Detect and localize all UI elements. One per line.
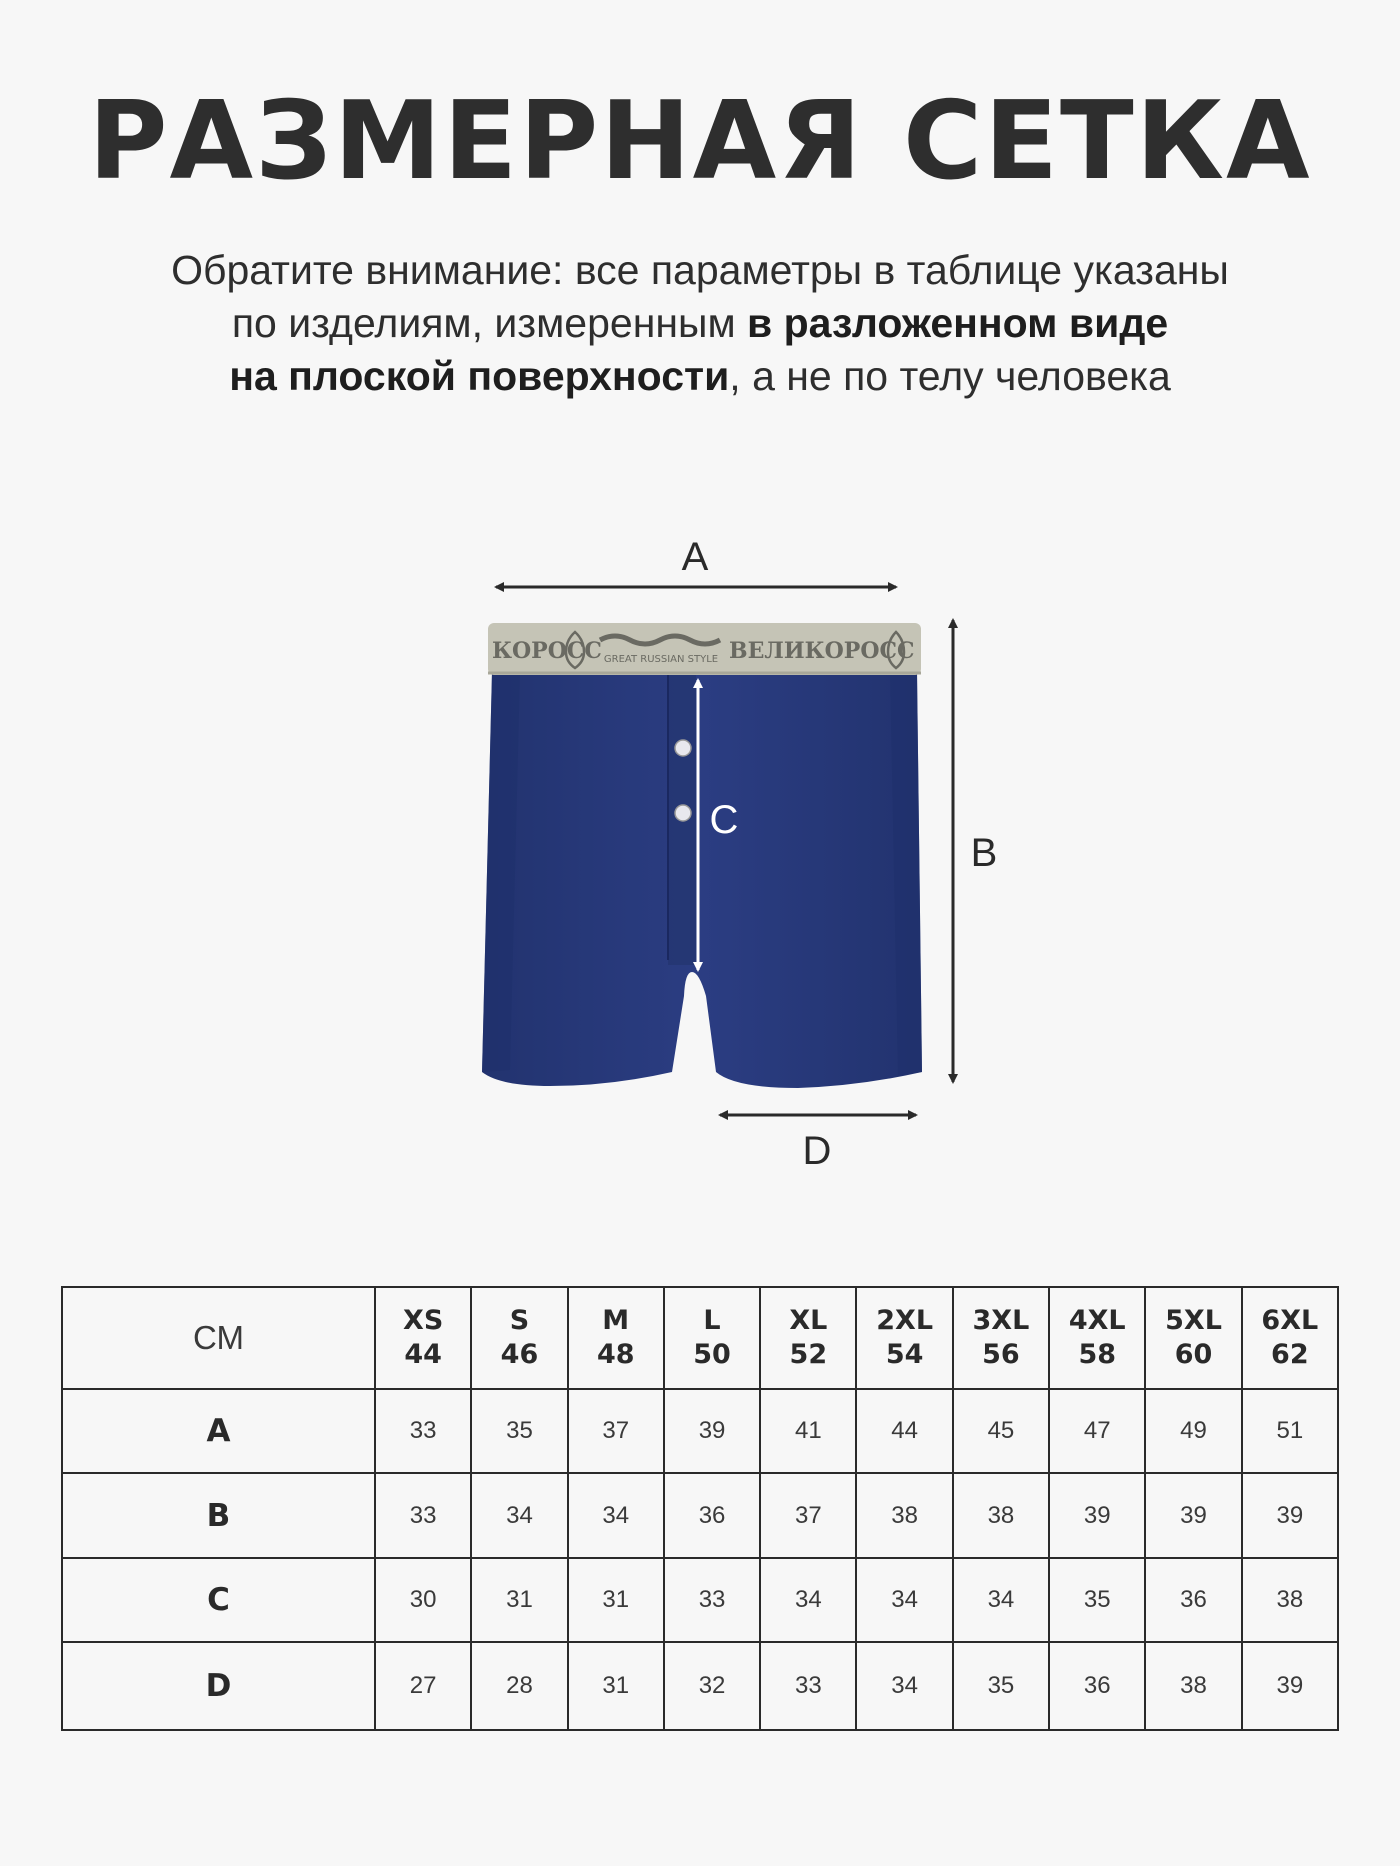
table-cell: 37	[760, 1473, 856, 1558]
table-cell: 33	[760, 1642, 856, 1730]
size-letter: 3XL	[972, 1305, 1030, 1336]
row-label: C	[62, 1558, 375, 1642]
waistband-brand: ВЕЛИКОРОСС	[729, 638, 915, 664]
table-cell: 34	[856, 1558, 952, 1642]
table-cell: 37	[568, 1389, 664, 1473]
row-label: A	[62, 1389, 375, 1473]
table-cell: 38	[1145, 1642, 1241, 1730]
button-icon	[675, 805, 691, 821]
table-cell: 33	[375, 1389, 471, 1473]
size-letter: S	[509, 1305, 530, 1336]
size-header	[856, 1287, 952, 1389]
table-cell: 39	[1242, 1642, 1338, 1730]
measurement-diagram	[0, 520, 1400, 1180]
table-cell: 31	[568, 1642, 664, 1730]
size-letter: 4XL	[1068, 1305, 1126, 1336]
row-label: B	[62, 1473, 375, 1558]
table-cell: 33	[664, 1558, 760, 1642]
dimension-b-label: B	[970, 831, 998, 875]
table-cell: 36	[1049, 1642, 1145, 1730]
size-number: 56	[982, 1339, 1020, 1370]
size-chart-table	[61, 1286, 1339, 1731]
waistband-text-left: КОРОСС	[492, 638, 602, 664]
size-number: 62	[1271, 1339, 1309, 1370]
button-icon	[675, 740, 691, 756]
table-cell: 31	[471, 1558, 567, 1642]
size-header	[760, 1287, 856, 1389]
size-header	[375, 1287, 471, 1389]
table-cell: 32	[664, 1642, 760, 1730]
table-cell: 28	[471, 1642, 567, 1730]
row-label: D	[62, 1642, 375, 1730]
table-cell: 31	[568, 1558, 664, 1642]
size-header	[1242, 1287, 1338, 1389]
size-letter: XS	[403, 1305, 444, 1336]
size-header	[471, 1287, 567, 1389]
dimension-d-label: D	[802, 1129, 832, 1173]
note-line-3-normal: , а не по телу человека	[729, 353, 1171, 399]
size-number: 60	[1174, 1339, 1213, 1370]
table-cell: 38	[1242, 1558, 1338, 1642]
table-cell: 44	[856, 1389, 952, 1473]
size-letter: M	[602, 1305, 630, 1336]
size-letter: XL	[789, 1305, 828, 1336]
note-line-3	[0, 350, 1400, 403]
table-row-b	[62, 1473, 1338, 1558]
table-cell: 39	[664, 1389, 760, 1473]
table-cell: 34	[568, 1473, 664, 1558]
table-cell: 34	[953, 1558, 1049, 1642]
table-cell: 38	[953, 1473, 1049, 1558]
table-cell: 41	[760, 1389, 856, 1473]
shorts-body	[482, 672, 922, 1088]
size-number: 58	[1078, 1339, 1117, 1370]
unit-header: СМ	[62, 1287, 375, 1389]
size-header	[1049, 1287, 1145, 1389]
table-cell: 51	[1242, 1389, 1338, 1473]
table-cell: 47	[1049, 1389, 1145, 1473]
size-header	[568, 1287, 664, 1389]
size-header-row	[62, 1287, 1338, 1389]
table-cell: 35	[471, 1389, 567, 1473]
size-number: 46	[500, 1339, 539, 1370]
page-title: РАЗМЕРНАЯ СЕТКА	[88, 79, 1312, 204]
table-cell: 39	[1049, 1473, 1145, 1558]
table-row-d	[62, 1642, 1338, 1730]
table-cell: 35	[953, 1642, 1049, 1730]
note-line-2	[0, 297, 1400, 350]
dimension-a-label: A	[681, 535, 709, 579]
measurement-note	[0, 244, 1400, 403]
table-cell: 36	[1145, 1558, 1241, 1642]
size-letter: 5XL	[1165, 1305, 1222, 1336]
size-header	[1145, 1287, 1241, 1389]
table-cell: 34	[760, 1558, 856, 1642]
note-line-3-bold: на плоской поверхности	[229, 353, 730, 399]
size-number: 44	[404, 1339, 442, 1370]
size-letter: 6XL	[1261, 1305, 1319, 1336]
table-cell: 38	[856, 1473, 952, 1558]
size-letter: L	[703, 1305, 721, 1336]
table-row-c	[62, 1558, 1338, 1642]
note-line-2-normal: по изделиям, измеренным	[231, 300, 748, 346]
table-cell: 34	[856, 1642, 952, 1730]
table-cell: 30	[375, 1558, 471, 1642]
size-header	[953, 1287, 1049, 1389]
size-number: 54	[885, 1339, 924, 1370]
table-cell: 33	[375, 1473, 471, 1558]
size-letter: 2XL	[876, 1305, 934, 1336]
table-row-a	[62, 1389, 1338, 1473]
waistband-tagline: GREAT RUSSIAN STYLE	[603, 654, 719, 665]
size-number: 50	[693, 1339, 731, 1370]
table-cell: 39	[1145, 1473, 1241, 1558]
size-header	[664, 1287, 760, 1389]
dimension-c-label: C	[709, 798, 739, 842]
note-line-1: Обратите внимание: все параметры в таблице указаны	[171, 247, 1229, 293]
size-number: 52	[789, 1339, 828, 1370]
table-cell: 45	[953, 1389, 1049, 1473]
table-cell: 27	[375, 1642, 471, 1730]
note-line-2-bold: в разложенном виде	[747, 300, 1169, 346]
table-cell: 49	[1145, 1389, 1241, 1473]
table-cell: 35	[1049, 1558, 1145, 1642]
size-number: 48	[596, 1339, 635, 1370]
table-cell: 36	[664, 1473, 760, 1558]
table-cell: 34	[471, 1473, 567, 1558]
table-cell: 39	[1242, 1473, 1338, 1558]
